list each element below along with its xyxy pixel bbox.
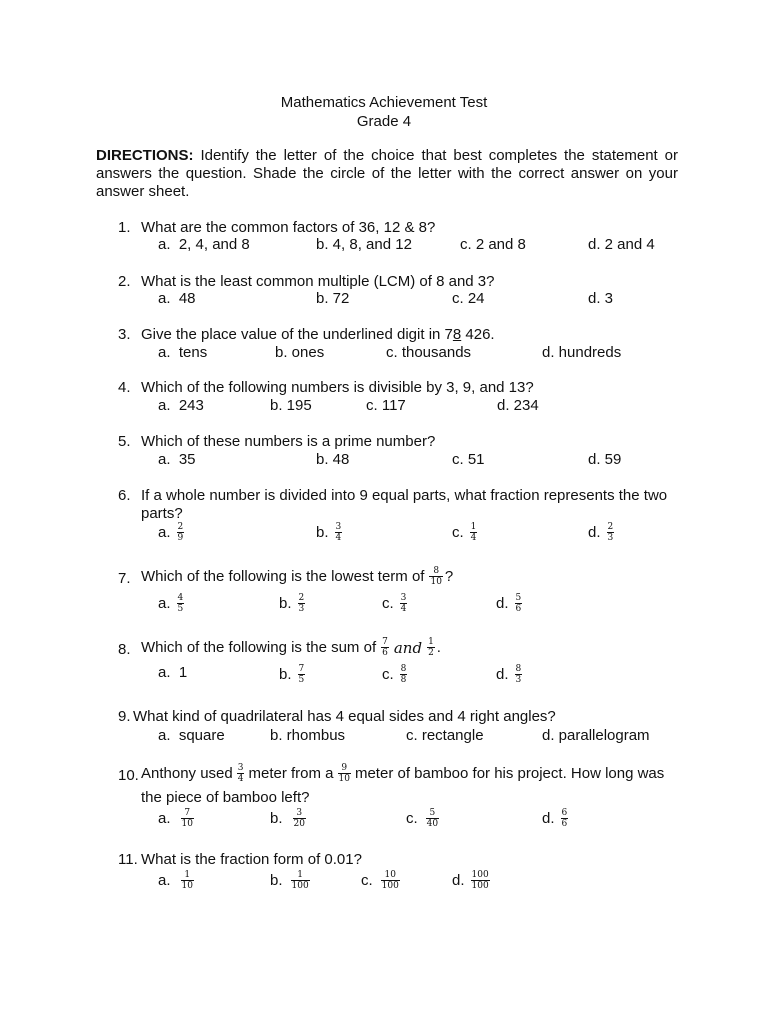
option-a: a. $\frac{4}{5}$ [158,593,184,614]
question-text: Which of the following is the sum of 7 6 and 1 2 . [141,637,441,658]
option-b: b. 72 [316,290,350,307]
option-d: d. parallelogram [542,727,650,744]
option-a: a. square [158,727,225,744]
fraction: 3 4 [237,763,244,784]
fraction: $\frac{5}{40}$ [426,808,439,829]
option-b: b. 48 [316,451,350,468]
question-text: Which of the following is the lowest term of 8 10 ? [141,566,454,587]
directions [96,147,678,201]
fraction: $\frac{2}{3}$ [298,593,305,614]
option-a: a. tens [158,344,208,361]
fraction: 9 10 [338,763,350,784]
fraction: $\frac{1}{100}$ [291,870,309,891]
question-text [141,326,495,343]
option-a: a. 35 [158,451,196,468]
option-b: b. rhombus [270,727,346,744]
option-b: b. $\frac{3}{20}$ [270,808,305,829]
option-a: a. $\frac{2}{9}$ [158,522,184,543]
fraction: $\frac{100}{100}$ [471,870,489,891]
fraction: $\frac{2}{3}$ [607,522,614,543]
option-b: b. 195 [270,397,312,414]
question-text: Which of these numbers is a prime number? [141,433,436,450]
option-c: c. 24 [452,290,485,307]
question-number: 4. [118,379,131,396]
option-c: c. $\frac{8}{8}$ [382,664,407,685]
fraction: $\frac{2}{9}$ [177,522,184,543]
question-number: 3. [118,326,131,343]
question-text: What kind of quadrilateral has 4 equal sides and 4 right angles? [133,708,556,725]
question-number: 6. [118,487,131,504]
fraction: $\frac{1}{10}$ [181,870,193,891]
option-d: d. $\frac{6}{6}$ [542,808,568,829]
fraction: 1 2 [428,637,434,658]
question-number: 9. [118,708,131,725]
question-text-after: 426. [461,326,495,343]
option-d: d. $\frac{8}{3}$ [496,664,522,685]
option-b: b. $\frac{7}{5}$ [279,664,305,685]
option-a: a. 1 [158,664,188,681]
option-b: b. ones [275,344,325,361]
fraction: $\frac{8}{3}$ [515,664,522,685]
question-text: What is the least common multiple (LCM) of 8 and 3? [141,273,495,290]
question-text: What are the common factors of 36, 12 & 8? [141,219,436,236]
option-d: d. 3 [588,290,614,307]
question-text: Anthony used 3 4 meter from a 9 10 meter of bamboo for his project. How long was [141,763,665,784]
option-a: a. 243 [158,397,204,414]
option-c: c. 2 and 8 [460,236,526,253]
question-number: 10. [118,767,139,784]
fraction: $\frac{3}{4}$ [400,593,407,614]
option-c: c. 51 [452,451,485,468]
option-c: c. $\frac{10}{100}$ [361,870,399,891]
option-c: c. 117 [366,397,406,414]
option-a: a. 48 [158,290,196,307]
fraction: $\frac{7}{10}$ [181,808,193,829]
option-b: b. $\frac{1}{100}$ [270,870,309,891]
option-c: c. $\frac{1}{4}$ [452,522,477,543]
fraction: $\frac{4}{5}$ [177,593,184,614]
fraction: $\frac{7}{5}$ [298,664,305,685]
fraction: $\frac{1}{4}$ [470,522,477,543]
option-d: d. $\frac{100}{100}$ [452,870,489,891]
underlined-digit: 8 [452,326,462,343]
fraction: 8 10 [430,566,442,587]
directions-text: Identify the letter of the choice that best completes the statement or answers the question. Shade the circle of the letter with the correct answer on your answer sheet. [96,147,678,200]
fraction: 7 6 [382,637,388,658]
option-d: d. $\frac{5}{6}$ [496,593,522,614]
option-d: d. 59 [588,451,622,468]
test-grade: Grade 4 [356,113,412,130]
question-number: 11. [118,851,138,868]
option-d: d. hundreds [542,344,622,361]
option-d: d. 234 [497,397,539,414]
option-a: a. $\frac{7}{10}$ [158,808,193,829]
option-b: b. 4, 8, and 12 [316,236,412,253]
option-d: d. 2 and 4 [588,236,655,253]
option-b: b. $\frac{2}{3}$ [279,593,305,614]
question-number: 5. [118,433,131,450]
option-c: c. rectangle [406,727,484,744]
question-text: Which of the following numbers is divisible by 3, 9, and 13? [141,379,534,396]
question-number: 8. [118,641,131,658]
test-title: Mathematics Achievement Test [280,94,488,111]
fraction: $\frac{10}{100}$ [381,870,399,891]
directions-label: DIRECTIONS: [96,147,194,164]
option-c: c. $\frac{5}{40}$ [406,808,439,829]
question-text-continued: the piece of bamboo left? [141,789,310,806]
option-c: c. thousands [386,344,472,361]
question-number: 1. [118,219,131,236]
option-b: b. $\frac{3}{4}$ [316,522,342,543]
option-c: c. $\frac{3}{4}$ [382,593,407,614]
option-a: a. $\frac{1}{10}$ [158,870,193,891]
question-text-before: Give the place value of the underlined digit in 7 [141,326,453,343]
question-text-continued: parts? [141,505,183,522]
question-text: What is the fraction form of 0.01? [141,851,362,868]
fraction: $\frac{3}{20}$ [293,808,305,829]
fraction: $\frac{6}{6}$ [561,808,568,829]
question-number: 7. [118,570,131,587]
fraction: $\frac{8}{8}$ [400,664,407,685]
question-number: 2. [118,273,131,290]
fraction: $\frac{3}{4}$ [335,522,342,543]
question-text: If a whole number is divided into 9 equal parts, what fraction represents the two [141,487,668,504]
fraction: $\frac{5}{6}$ [515,593,522,614]
option-d: d. $\frac{2}{3}$ [588,522,614,543]
option-a: a. 2, 4, and 8 [158,236,250,253]
